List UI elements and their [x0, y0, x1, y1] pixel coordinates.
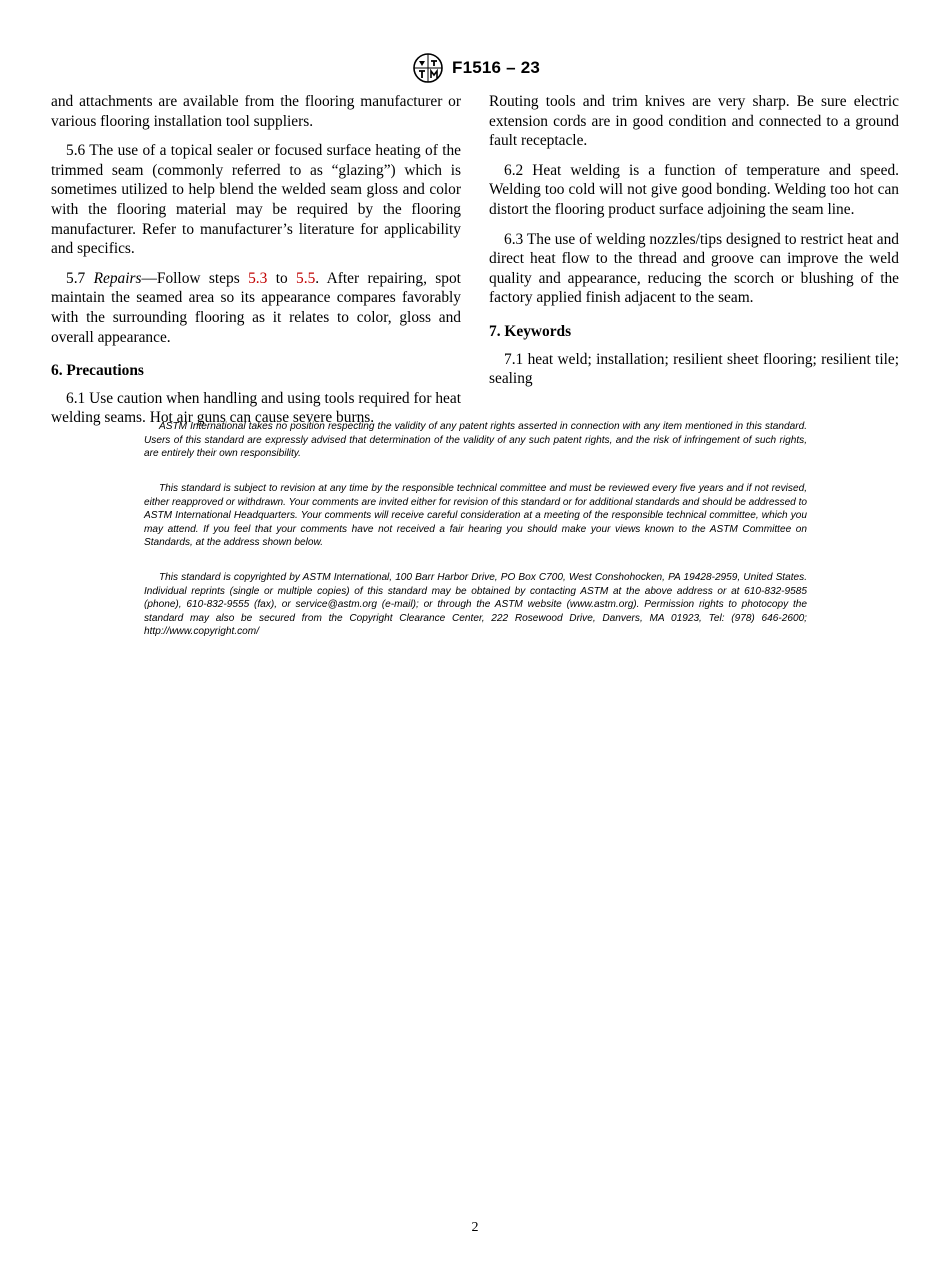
heading-keywords: 7. Keywords	[489, 322, 572, 340]
paragraph-5-7	[51, 269, 461, 347]
paragraph-5-6: 5.6 The use of a topical sealer or focused surface heating of the trimmed seam (commonly referred to as “glazing”) which is sometimes utilized to help blend the welded seam gloss and color with the flooring material may be required by the flooring manufacturer. Refer to manufacturer’s literature for applicability and specifics.	[51, 142, 461, 258]
paragraph-continued: Routing tools and trim knives are very sharp. Be sure electric extension cords are in good condition and connected to a ground fault receptacle.	[489, 93, 899, 150]
right-column	[489, 92, 899, 399]
ref-link-5-5[interactable]: 5.5	[296, 269, 316, 287]
heading-precautions: 6. Precautions	[51, 362, 144, 380]
paragraph-continued: and attachments are available from the flooring manufacturer or various flooring installation tool suppliers.	[51, 93, 461, 130]
page-header	[0, 52, 950, 84]
left-column	[51, 92, 461, 438]
paragraph-6-1: 6.1 Use caution when handling and using tools required for heat welding seams. Hot air guns can cause severe burns.	[51, 389, 461, 427]
text-fragment: . After repairing, spot maintain the seamed area so its appearance compares favorably with the surrounding flooring as it relates to color, gloss and overall appearance.	[51, 269, 461, 346]
copyright-notice: This standard is copyrighted by ASTM International, 100 Barr Harbor Drive, PO Box C700, West Conshohocken, PA 19428-2959, United States. Individual reprints (single or multiple copies) of this standard may be obtained by contacting ASTM at the above address or at 610-832-9585 (phone), 610-832-9555 (fax), or service@astm.org (e-mail); or through the ASTM website (www.astm.org). Permission rights to photocopy the standard may also be secured from the Copyright Clearance Center, 222 Rosewood Drive, Danvers, MA 01923, Tel: (978) 646-2600; http://www.copyright.com/	[144, 572, 807, 638]
paragraph-6-2: 6.2 Heat welding is a function of temperature and speed. Welding too cold will not give good bonding. Welding too hot can distort the flooring product surface adjoining the seam line.	[489, 161, 899, 218]
paragraph-7-1: 7.1 heat weld; installation; resilient sheet flooring; resilient tile; sealing	[489, 350, 899, 388]
document-designation: F1516 – 23	[451, 58, 540, 77]
ref-link-5-3[interactable]: 5.3	[248, 269, 268, 287]
patent-notice: ASTM International takes no position respecting the validity of any patent rights asserted in connection with any item mentioned in this standard. Users of this standard are expressly advised that determination of the validity of any such patent rights, and the risk of infringement of such rights, are entirely their own responsibility.	[144, 421, 807, 460]
paragraph-6-3: 6.3 The use of welding nozzles/tips designed to restrict heat and direct heat flow to the thread and groove can improve the weld quality and appearance, reducing the scorch or blushing of the factory applied finish adjacent to the seam.	[489, 230, 899, 307]
repairs-title: Repairs	[93, 269, 142, 287]
astm-logo-icon	[410, 52, 446, 84]
text-fragment: to	[275, 269, 288, 287]
section-number: 5.7	[66, 269, 86, 287]
revision-notice: This standard is subject to revision at any time by the responsible technical committee and must be reviewed every five years and if not revised, either reapproved or withdrawn. Your comments are invited either for revision of this standard or for additional standards and should be addressed to ASTM International Headquarters. Your comments will receive careful consideration at a meeting of the responsible technical committee, which you may attend. If you feel that your comments have not received a fair hearing you should make your views known to the ASTM Committee on Standards, at the address shown below.	[144, 483, 808, 549]
text-fragment: —Follow steps	[141, 269, 240, 287]
page-number: 2	[471, 1220, 479, 1235]
